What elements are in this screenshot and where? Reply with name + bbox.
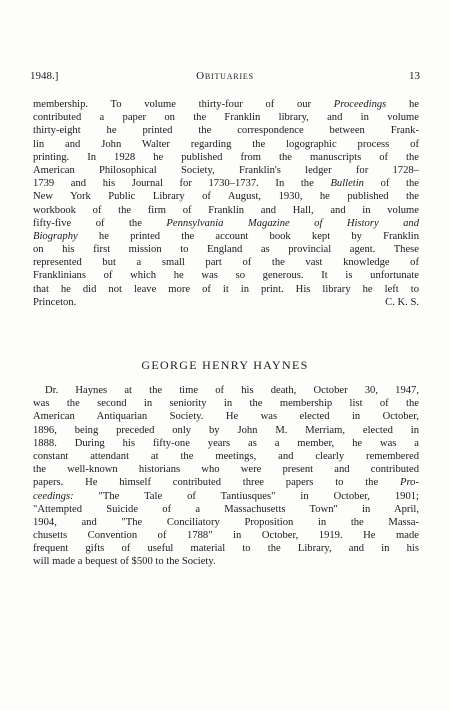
text-segment: he printed the account book kept by Franklin [77,230,419,242]
text-line: was the second in seniority in the membership list of the [33,398,419,410]
text-line [33,476,419,489]
text-line: the well-known historians who were present and contributed [33,464,419,476]
text-line: lin and John Walter regarding the logographic process of [33,138,419,150]
italic-title: Pennsylvania Magazine of History and [166,217,419,229]
italic-title: Bulletin [330,178,364,190]
text-line [33,296,419,309]
text-line: "Attempted Suicide of a Massachusetts Town" in April, [33,503,419,515]
text-segment: he [386,99,419,110]
header-year: 1948.] [30,70,59,82]
italic-title: Biography [33,230,78,242]
text-line: 1896, being preceded only by John M. Merriam, elected in [33,424,419,436]
text-line: printing. In 1928 he published from the manuscripts of the [33,151,419,163]
italic-title: Proceedings [333,99,387,110]
header-title: Obituaries [196,70,254,82]
text-line [33,98,419,111]
text-segment: fifty-five of the [33,217,167,229]
italic-title: ceedings: [33,490,74,502]
text-line: constant attendant at the meetings, and clearly remembered [33,450,419,462]
page-number: 13 [409,70,420,82]
text-segment: Princeton. [33,296,77,308]
text-line [33,217,419,230]
obituary-body [33,384,419,569]
text-line: frequent gifts of useful material to the Library, and in his [33,543,419,555]
text-line [33,490,419,503]
running-header [30,70,420,86]
text-line: on his first mission to England as provincial agent. These [33,244,419,256]
text-line: chusetts Convention of 1788" in October, 1919. He made [33,530,419,542]
text-line: American Antiquarian Society. He was elected in October, [33,411,419,423]
text-line: represented but a small part of the vast knowledge of [33,257,419,269]
text-line: Dr. Haynes at the time of his death, October 30, 1947, [45,385,419,396]
text-line: thirty-eight he printed the correspondence between Frank- [33,125,419,137]
text-segment: papers. He himself contributed three papers to the [33,477,400,489]
obituary-continuation [33,98,419,309]
section-heading: GEORGE HENRY HAYNES [141,358,309,372]
text-segment: "The Tale of Tantiusques" in October, 1901; [73,490,419,502]
text-line [33,177,419,190]
text-line: 1888. During his fifty-one years as a member, he was a [33,437,419,449]
text-line: New York Public Library of August, 1930, he published the [33,191,419,203]
author-initials: C. K. S. [385,296,419,308]
text-line: that he did not leave more of it in print. His library he left to [33,283,419,295]
text-line: American Philosophical Society, Franklin's ledger for 1728– [33,164,419,176]
text-line: will made a bequest of $500 to the Society. [33,556,216,568]
text-line [33,230,419,243]
text-line: 1904, and "The Conciliatory Proposition in the Massa- [33,516,419,528]
text-segment: 1739 and his Journal for 1730–1737. In the [33,178,331,190]
text-line: Franklinians of which he was so generous. It is unfortunate [33,270,419,282]
text-line: workbook of the firm of Franklin and Hall, and in volume [33,204,419,216]
text-line: contributed a paper on the Franklin library, and in volume [33,112,419,124]
text-segment: membership. To volume thirty-four of our [33,99,334,110]
italic-title: Pro- [399,477,419,489]
text-segment: of the [363,178,419,190]
